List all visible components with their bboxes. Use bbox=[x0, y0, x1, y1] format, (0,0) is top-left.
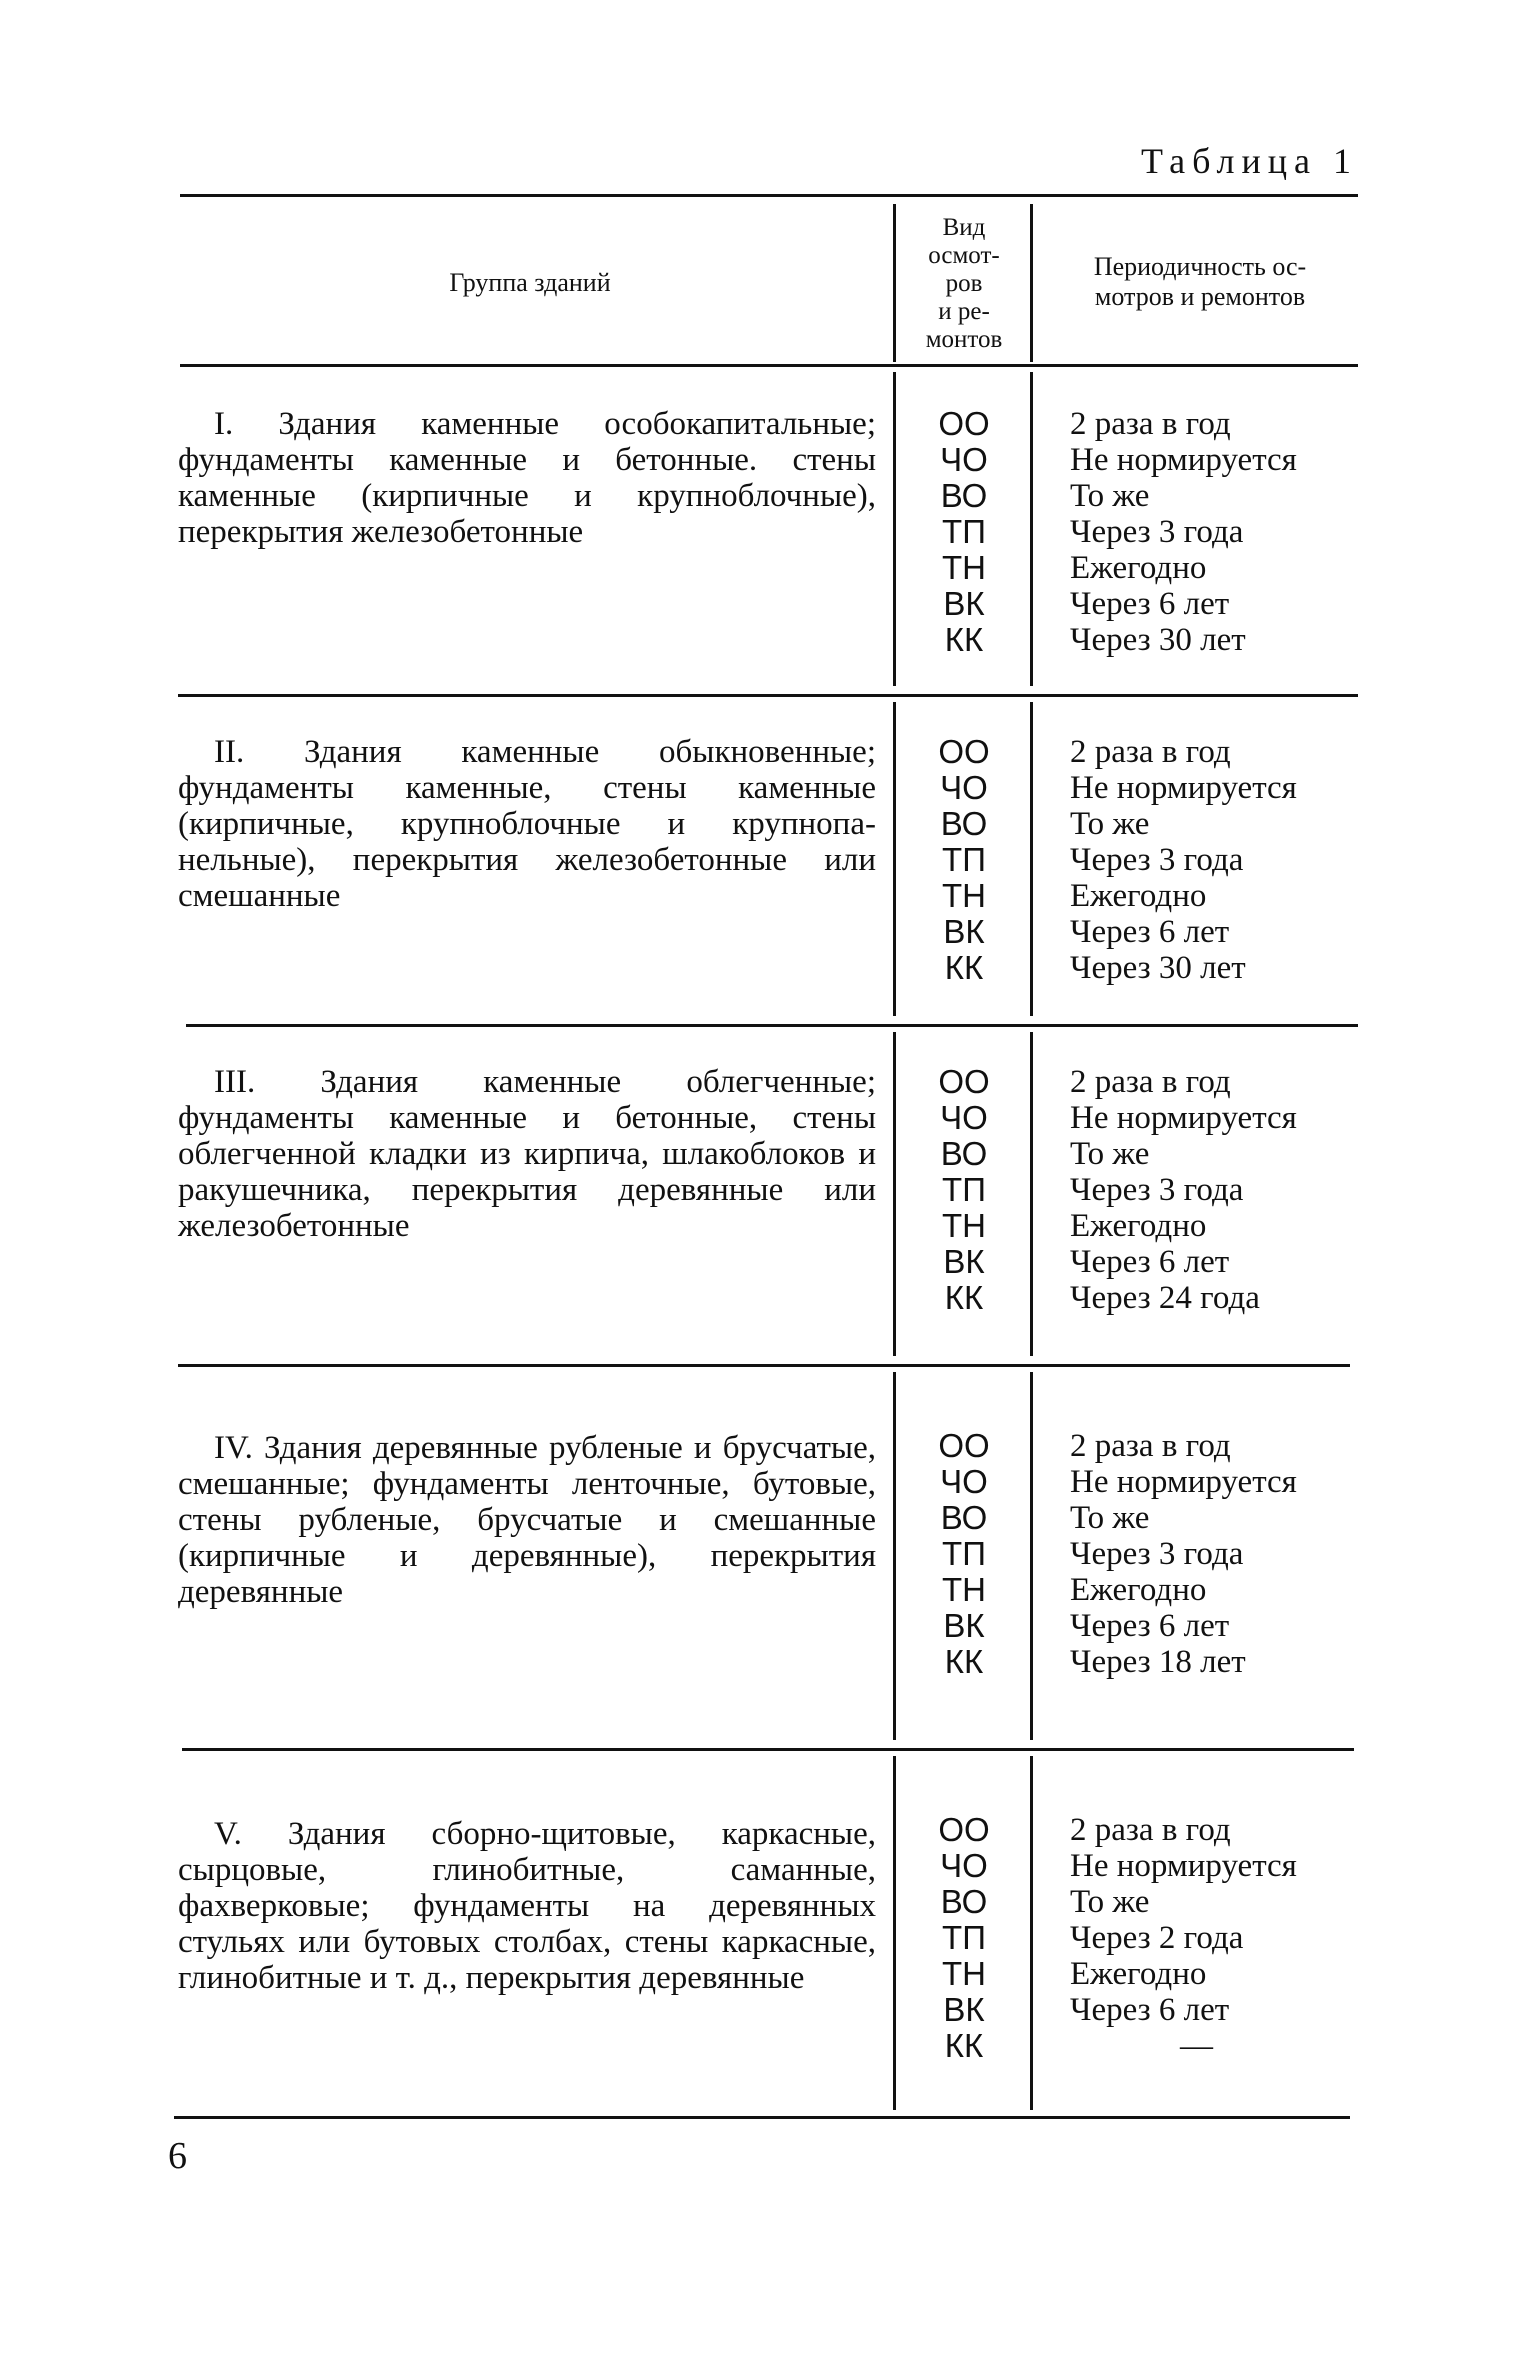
code-cell: ВО bbox=[940, 1135, 988, 1172]
row-codes bbox=[898, 1812, 1030, 2064]
period-cell: Через 6 лет bbox=[1070, 1244, 1230, 1280]
column-rule bbox=[1030, 1372, 1033, 1740]
row-separator bbox=[186, 1024, 1358, 1027]
code-cell: ТП bbox=[942, 841, 986, 878]
period-cell: Не нормируется bbox=[1070, 1100, 1297, 1136]
code-cell: ВК bbox=[943, 913, 985, 950]
code-cell: ЧО bbox=[940, 1099, 988, 1136]
period-cell: Не нормируется bbox=[1070, 1464, 1297, 1500]
period-cell: Через 30 лет bbox=[1070, 950, 1246, 986]
row-group-text: IV. Здания деревянные рубленые и брусчатые, смешанные; фундаменты ленточные, бутовые, стены рубленые, брусчатые и смешанные (кирпичные и деревянные), перекрытия деревянные bbox=[178, 1430, 876, 1610]
period-cell: Ежегодно bbox=[1070, 550, 1207, 586]
header-kind-line: осмот- bbox=[928, 242, 1000, 269]
column-rule bbox=[893, 372, 896, 686]
code-cell: ВК bbox=[943, 1243, 985, 1280]
code-cell: ТП bbox=[942, 513, 986, 550]
period-cell: Не нормируется bbox=[1070, 1848, 1297, 1884]
header-kind-line: ров bbox=[945, 270, 983, 297]
period-cell: Через 6 лет bbox=[1070, 586, 1230, 622]
period-cell: — bbox=[1180, 2028, 1213, 2064]
period-cell: 2 раза в год bbox=[1070, 1812, 1231, 1848]
code-cell: КК bbox=[944, 2027, 984, 2064]
page-number: 6 bbox=[168, 2135, 187, 2177]
period-cell: Не нормируется bbox=[1070, 770, 1297, 806]
period-cell: Через 6 лет bbox=[1070, 1608, 1230, 1644]
code-cell: КК bbox=[944, 621, 984, 658]
period-cell: Через 3 года bbox=[1070, 1536, 1244, 1572]
code-cell: ЧО bbox=[940, 1847, 988, 1884]
period-cell: Ежегодно bbox=[1070, 1956, 1207, 1992]
row-periods bbox=[1070, 1812, 1370, 2064]
row-codes bbox=[898, 1064, 1030, 1316]
period-cell: То же bbox=[1070, 1136, 1150, 1172]
code-cell: ВО bbox=[940, 477, 988, 514]
code-cell: ВО bbox=[940, 805, 988, 842]
header-period-line: Периодичность ос- bbox=[1093, 252, 1307, 281]
period-cell: То же bbox=[1070, 1500, 1150, 1536]
code-cell: ВК bbox=[943, 1607, 985, 1644]
code-cell: КК bbox=[944, 1279, 984, 1316]
table-bottom-rule bbox=[174, 2116, 1350, 2119]
row-separator bbox=[182, 1748, 1354, 1751]
column-rule bbox=[893, 204, 896, 362]
period-cell: Через 3 года bbox=[1070, 842, 1244, 878]
column-rule bbox=[1030, 372, 1033, 686]
code-cell: ТП bbox=[942, 1535, 986, 1572]
row-periods bbox=[1070, 406, 1370, 658]
row-group-text: I. Здания каменные особокапитальные; фундаменты каменные и бетонные. стены каменные (кирпичные и крупноблочные), перекрытия железобетонные bbox=[178, 406, 876, 550]
column-rule bbox=[1030, 204, 1033, 362]
code-cell: ОО bbox=[938, 405, 990, 442]
code-cell: ТН bbox=[942, 1207, 986, 1244]
row-separator bbox=[178, 1364, 1350, 1367]
period-cell: 2 раза в год bbox=[1070, 406, 1231, 442]
row-periods bbox=[1070, 734, 1370, 986]
header-kind bbox=[898, 214, 1030, 354]
period-cell: 2 раза в год bbox=[1070, 734, 1231, 770]
column-rule bbox=[1030, 1032, 1033, 1356]
code-cell: ОО bbox=[938, 1427, 990, 1464]
code-cell: ТН bbox=[942, 1571, 986, 1608]
row-periods bbox=[1070, 1064, 1370, 1316]
code-cell: КК bbox=[944, 949, 984, 986]
period-cell: Ежегодно bbox=[1070, 1208, 1207, 1244]
code-cell: КК bbox=[944, 1643, 984, 1680]
code-cell: ВК bbox=[943, 1991, 985, 2028]
row-codes bbox=[898, 734, 1030, 986]
row-separator bbox=[178, 694, 1358, 697]
table-top-rule bbox=[180, 194, 1358, 197]
period-cell: Через 6 лет bbox=[1070, 914, 1230, 950]
code-cell: ТП bbox=[942, 1919, 986, 1956]
period-cell: Ежегодно bbox=[1070, 1572, 1207, 1608]
period-cell: 2 раза в год bbox=[1070, 1064, 1231, 1100]
header-group: Группа зданий bbox=[449, 268, 611, 297]
period-cell: Через 2 года bbox=[1070, 1920, 1244, 1956]
code-cell: ОО bbox=[938, 1063, 990, 1100]
code-cell: ОО bbox=[938, 733, 990, 770]
code-cell: ТН bbox=[942, 877, 986, 914]
column-rule bbox=[1030, 1756, 1033, 2110]
header-kind-line: монтов bbox=[925, 326, 1003, 353]
code-cell: ВО bbox=[940, 1883, 988, 1920]
period-cell: То же bbox=[1070, 478, 1150, 514]
header-kind-line: и ре- bbox=[938, 298, 990, 325]
table-caption: Таблица 1 bbox=[1141, 141, 1358, 181]
column-rule bbox=[1030, 702, 1033, 1016]
row-group-text: II. Здания каменные обыкновенные; фундаменты каменные, стены каменные (кирпичные, крупноблочные и крупнопанельные), перекрытия железобетонные или смешанные bbox=[178, 734, 876, 914]
row-group-text: III. Здания каменные облегченные; фундаменты каменные и бетонные, стены облегченной кладки из кирпича, шлакоблоков и ракушечника, перекрытия деревянные или железобетонные bbox=[178, 1064, 876, 1244]
column-rule bbox=[893, 702, 896, 1016]
code-cell: ОО bbox=[938, 1811, 990, 1848]
code-cell: ЧО bbox=[940, 1463, 988, 1500]
period-cell: То же bbox=[1070, 806, 1150, 842]
row-codes bbox=[898, 1428, 1030, 1680]
code-cell: ТП bbox=[942, 1171, 986, 1208]
header-period bbox=[1040, 252, 1360, 312]
header-bottom-rule bbox=[180, 364, 1358, 367]
column-rule bbox=[893, 1372, 896, 1740]
row-periods bbox=[1070, 1428, 1370, 1680]
period-cell: Не нормируется bbox=[1070, 442, 1297, 478]
row-codes bbox=[898, 406, 1030, 658]
code-cell: ЧО bbox=[940, 441, 988, 478]
code-cell: ТН bbox=[942, 549, 986, 586]
period-cell: 2 раза в год bbox=[1070, 1428, 1231, 1464]
period-cell: Через 3 года bbox=[1070, 514, 1244, 550]
period-cell: Через 3 года bbox=[1070, 1172, 1244, 1208]
code-cell: ВК bbox=[943, 585, 985, 622]
column-rule bbox=[893, 1756, 896, 2110]
header-kind-line: Вид bbox=[942, 214, 986, 241]
code-cell: ВО bbox=[940, 1499, 988, 1536]
column-rule bbox=[893, 1032, 896, 1356]
period-cell: Через 6 лет bbox=[1070, 1992, 1230, 2028]
period-cell: Через 24 года bbox=[1070, 1280, 1260, 1316]
period-cell: Ежегодно bbox=[1070, 878, 1207, 914]
code-cell: ЧО bbox=[940, 769, 988, 806]
header-period-line: мотров и ремонтов bbox=[1094, 282, 1306, 311]
period-cell: То же bbox=[1070, 1884, 1150, 1920]
period-cell: Через 30 лет bbox=[1070, 622, 1246, 658]
row-group-text: V. Здания сборно-щитовые, каркасные, сырцовые, глинобитные, саманные, фахверковые; фундаменты на деревянных стульях или бутовых столбах, стены каркасные, глинобитные и т. д., перекрытия деревянные bbox=[178, 1816, 876, 1996]
code-cell: ТН bbox=[942, 1955, 986, 1992]
period-cell: Через 18 лет bbox=[1070, 1644, 1246, 1680]
